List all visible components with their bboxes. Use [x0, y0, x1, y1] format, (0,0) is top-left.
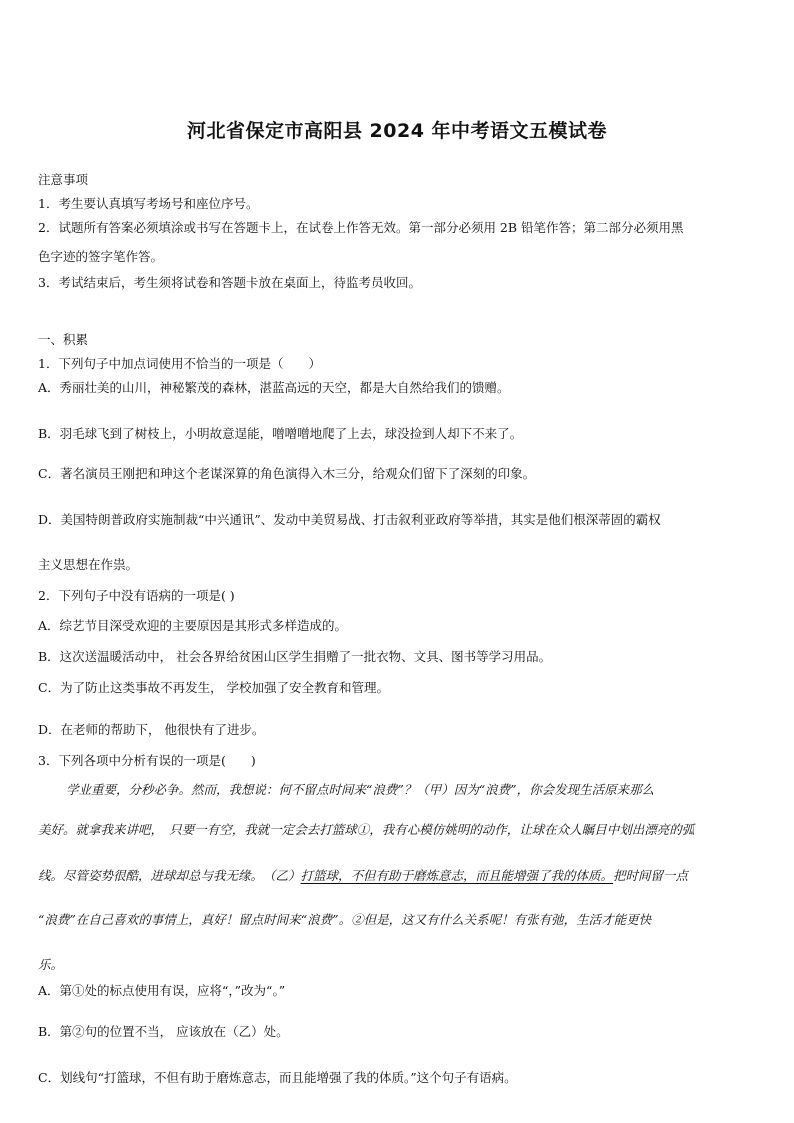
q3-stem: 3．下列各项中分析有误的一项是( ): [38, 753, 256, 768]
passage-line-4: “浪费”在自己喜欢的事情上，真好！留点时间来“浪费”。②但是，这又有什么关系呢！有张有弛，生活才能更快: [38, 912, 652, 927]
q1-option-d: D．美国特朗普政府实施制裁“中兴通讯”、发动中美贸易战、打击叙利亚政府等举措，其实是他们根深蒂固的霸权: [38, 512, 661, 527]
underlined-sentence: 打篮球，不但有助于磨炼意志，而且能增强了我的体质。: [300, 868, 614, 883]
passage-line-2: 美好。就拿我来讲吧， 只要一有空，我就一定会去打篮球①，我有心模仿姚明的动作，让球在众人瞩目中划出漂亮的弧: [38, 822, 695, 837]
q3-option-c: C．划线句“打篮球，不但有助于磨炼意志，而且能增强了我的体质。”这个句子有语病。: [38, 1070, 517, 1085]
q1-stem: 1．下列句子中加点词使用不恰当的一项是（ ）: [38, 356, 321, 371]
notice-item-3: 3．考试结束后，考生须将试卷和答题卡放在桌面上，待监考员收回。: [38, 275, 421, 290]
passage-line-5: 乐。: [38, 957, 64, 972]
passage-line-3-post: 把时间留一点: [613, 868, 689, 883]
q2-option-d: D．在老师的帮助下， 他很快有了进步。: [38, 722, 265, 737]
q2-stem: 2．下列句子中没有语病的一项是( ): [38, 588, 235, 603]
q1-option-a: A．秀丽壮美的山川，神秘繁茂的森林，湛蓝高远的天空，都是大自然给我们的馈赠。: [38, 380, 510, 395]
q1-option-c: C．著名演员王刚把和珅这个老谋深算的角色演得入木三分，给观众们留下了深刻的印象。: [38, 466, 536, 481]
page-title: 河北省保定市高阳县 2024 年中考语文五模试卷: [186, 120, 608, 142]
q1-option-d-cont: 主义思想在作祟。: [38, 557, 139, 572]
q1-option-b: B．羽毛球飞到了树枝上，小明故意逞能，噌噌噌地爬了上去，球没捡到人却下不来了。: [38, 426, 523, 441]
passage-line-1: 学业重要，分秒必争。然而，我想说：何不留点时间来“浪费”？（甲）因为“浪费”，你会发现生活原来那么: [66, 782, 655, 797]
notice-item-2-cont: 色字迹的签字笔作答。: [38, 249, 164, 264]
q2-option-a: A．综艺节目深受欢迎的主要原因是其形式多样造成的。: [38, 618, 348, 633]
q3-option-a: A．第①处的标点使用有误，应将“，”改为“。”: [38, 983, 286, 998]
passage-line-3: [38, 867, 758, 885]
notice-item-2: 2．试题所有答案必须填涂或书写在答题卡上，在试卷上作答无效。第一部分必须用 2B 铅笔作答；第二部分必须用黑: [38, 220, 684, 235]
section-heading: 一、积累: [38, 332, 89, 347]
q3-option-b: B．第②句的位置不当， 应该放在（乙）处。: [38, 1024, 289, 1039]
notice-item-1: 1．考生要认真填写考场号和座位序号。: [38, 196, 259, 211]
notice-heading: 注意事项: [38, 172, 89, 187]
q2-option-c: C．为了防止这类事故不再发生， 学校加强了安全教育和管理。: [38, 680, 390, 695]
passage-line-3-pre: 线。尽管姿势很酷，进球却总与我无缘。 （乙）: [38, 868, 301, 883]
q2-option-b: B．这次送温暖活动中， 社会各界给贫困山区学生捐赠了一批衣物、文具、图书等学习用品。: [38, 649, 552, 664]
